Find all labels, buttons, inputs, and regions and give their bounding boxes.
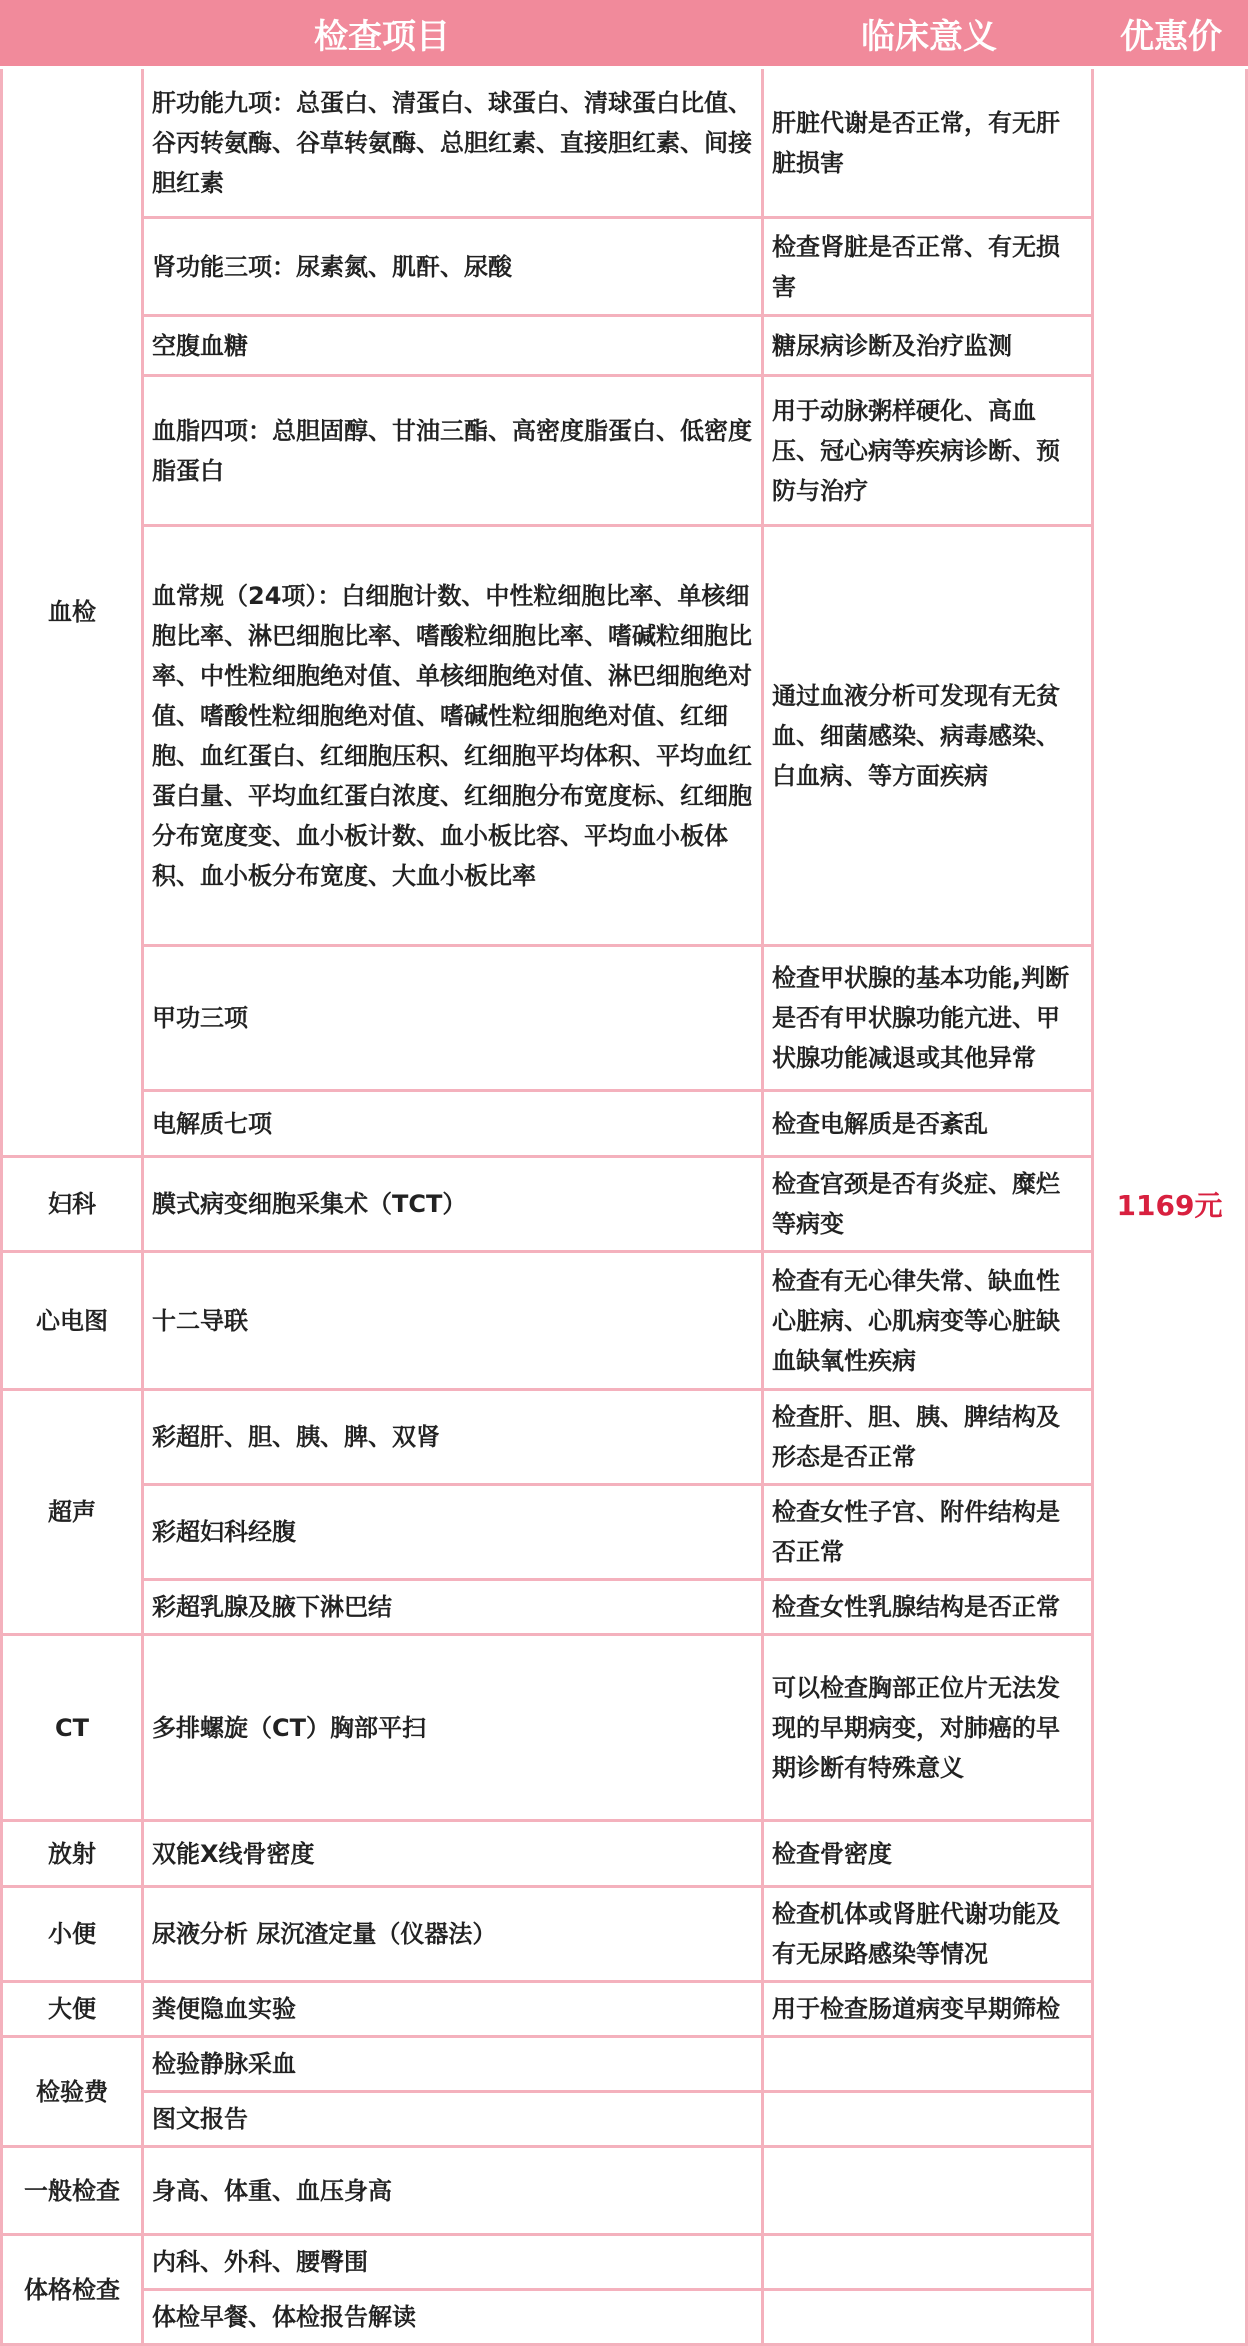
meaning-cell: 检查女性子宫、附件结构是否正常 bbox=[764, 1486, 1094, 1581]
table-row bbox=[0, 1092, 1248, 1158]
meaning-cell: 检查甲状腺的基本功能,判断是否有甲状腺功能亢进、甲状腺功能减退或其他异常 bbox=[764, 947, 1094, 1092]
header-row bbox=[0, 0, 1248, 69]
category-cell: CT bbox=[0, 1636, 144, 1822]
category-cell: 大便 bbox=[0, 1983, 144, 2038]
table-row bbox=[0, 2038, 1248, 2093]
item-cell: 彩超乳腺及腋下淋巴结 bbox=[144, 1581, 764, 1636]
table-row bbox=[0, 1888, 1248, 1983]
table-row bbox=[0, 1486, 1248, 1581]
meaning-cell: 通过血液分析可发现有无贫血、细菌感染、病毒感染、白血病、等方面疾病 bbox=[764, 527, 1094, 947]
meaning-cell: 检查骨密度 bbox=[764, 1822, 1094, 1888]
table-row bbox=[0, 1983, 1248, 2038]
meaning-cell: 肝脏代谢是否正常，有无肝脏损害 bbox=[764, 69, 1094, 219]
meaning-cell: 可以检查胸部正位片无法发现的早期病变，对肺癌的早期诊断有特殊意义 bbox=[764, 1636, 1094, 1822]
price-cell: 1169元 bbox=[1094, 69, 1248, 2346]
category-cell: 检验费 bbox=[0, 2038, 144, 2148]
table-row bbox=[0, 1581, 1248, 1636]
header-item: 检查项目 bbox=[0, 0, 764, 69]
category-cell: 体格检查 bbox=[0, 2236, 144, 2346]
table-row bbox=[0, 2148, 1248, 2236]
item-cell: 血脂四项：总胆固醇、甘油三酯、高密度脂蛋白、低密度脂蛋白 bbox=[144, 377, 764, 527]
category-cell: 妇科 bbox=[0, 1158, 144, 1253]
item-cell: 体检早餐、体检报告解读 bbox=[144, 2291, 764, 2346]
table-row bbox=[0, 2093, 1248, 2148]
item-cell: 双能X线骨密度 bbox=[144, 1822, 764, 1888]
table-row bbox=[0, 1391, 1248, 1486]
meaning-cell: 检查机体或肾脏代谢功能及有无尿路感染等情况 bbox=[764, 1888, 1094, 1983]
meaning-cell bbox=[764, 2236, 1094, 2291]
header-meaning: 临床意义 bbox=[764, 0, 1094, 69]
item-cell: 甲功三项 bbox=[144, 947, 764, 1092]
meaning-cell: 检查女性乳腺结构是否正常 bbox=[764, 1581, 1094, 1636]
meaning-cell: 用于动脉粥样硬化、高血压、冠心病等疾病诊断、预防与治疗 bbox=[764, 377, 1094, 527]
meaning-cell: 用于检查肠道病变早期筛检 bbox=[764, 1983, 1094, 2038]
meaning-cell: 糖尿病诊断及治疗监测 bbox=[764, 317, 1094, 377]
table-row bbox=[0, 1822, 1248, 1888]
item-cell: 身高、体重、血压身高 bbox=[144, 2148, 764, 2236]
item-cell: 图文报告 bbox=[144, 2093, 764, 2148]
meaning-cell: 检查肾脏是否正常、有无损害 bbox=[764, 219, 1094, 317]
meaning-cell: 检查宫颈是否有炎症、糜烂等病变 bbox=[764, 1158, 1094, 1253]
table-row bbox=[0, 2291, 1248, 2346]
category-cell: 放射 bbox=[0, 1822, 144, 1888]
meaning-cell bbox=[764, 2093, 1094, 2148]
item-cell: 肾功能三项：尿素氮、肌酐、尿酸 bbox=[144, 219, 764, 317]
item-cell: 膜式病变细胞采集术（TCT） bbox=[144, 1158, 764, 1253]
table-row bbox=[0, 947, 1248, 1092]
item-cell: 多排螺旋（CT）胸部平扫 bbox=[144, 1636, 764, 1822]
item-cell: 尿液分析 尿沉渣定量（仪器法） bbox=[144, 1888, 764, 1983]
table-row bbox=[0, 1158, 1248, 1253]
item-cell: 肝功能九项：总蛋白、清蛋白、球蛋白、清球蛋白比值、谷丙转氨酶、谷草转氨酶、总胆红素、直接胆红素、间接胆红素 bbox=[144, 69, 764, 219]
item-cell: 血常规（24项）：白细胞计数、中性粒细胞比率、单核细胞比率、淋巴细胞比率、嗜酸粒细胞比率、嗜碱粒细胞比率、中性粒细胞绝对值、单核细胞绝对值、淋巴细胞绝对值、嗜酸性粒细胞绝对值、嗜碱性粒细胞绝对值、红细胞、血红蛋白、红细胞压积、红细胞平均体积、平均血红蛋白量、平均血红蛋白浓度、红细胞分布宽度标、红细胞分布宽度变、血小板计数、血小板比容、平均血小板体积、血小板分布宽度、大血小板比率 bbox=[144, 527, 764, 947]
meaning-cell bbox=[764, 2148, 1094, 2236]
table-row bbox=[0, 2236, 1248, 2291]
item-cell: 彩超肝、胆、胰、脾、双肾 bbox=[144, 1391, 764, 1486]
item-cell: 检验静脉采血 bbox=[144, 2038, 764, 2093]
table-row bbox=[0, 317, 1248, 377]
item-cell: 十二导联 bbox=[144, 1253, 764, 1391]
meaning-cell bbox=[764, 2291, 1094, 2346]
category-cell: 一般检查 bbox=[0, 2148, 144, 2236]
item-cell: 空腹血糖 bbox=[144, 317, 764, 377]
category-cell: 心电图 bbox=[0, 1253, 144, 1391]
table-row bbox=[0, 377, 1248, 527]
table-row bbox=[0, 1253, 1248, 1391]
category-cell: 小便 bbox=[0, 1888, 144, 1983]
table-row bbox=[0, 527, 1248, 947]
meaning-cell: 检查电解质是否紊乱 bbox=[764, 1092, 1094, 1158]
table-row bbox=[0, 1636, 1248, 1822]
table-row bbox=[0, 219, 1248, 317]
item-cell: 粪便隐血实验 bbox=[144, 1983, 764, 2038]
meaning-cell bbox=[764, 2038, 1094, 2093]
category-cell: 血检 bbox=[0, 69, 144, 1158]
item-cell: 彩超妇科经腹 bbox=[144, 1486, 764, 1581]
category-cell: 超声 bbox=[0, 1391, 144, 1636]
table-row bbox=[0, 69, 1248, 219]
meaning-cell: 检查肝、胆、胰、脾结构及形态是否正常 bbox=[764, 1391, 1094, 1486]
item-cell: 电解质七项 bbox=[144, 1092, 764, 1158]
table-body bbox=[0, 69, 1248, 2346]
meaning-cell: 检查有无心律失常、缺血性心脏病、心肌病变等心脏缺血缺氧性疾病 bbox=[764, 1253, 1094, 1391]
header-price: 优惠价 bbox=[1094, 0, 1248, 69]
item-cell: 内科、外科、腰臀围 bbox=[144, 2236, 764, 2291]
